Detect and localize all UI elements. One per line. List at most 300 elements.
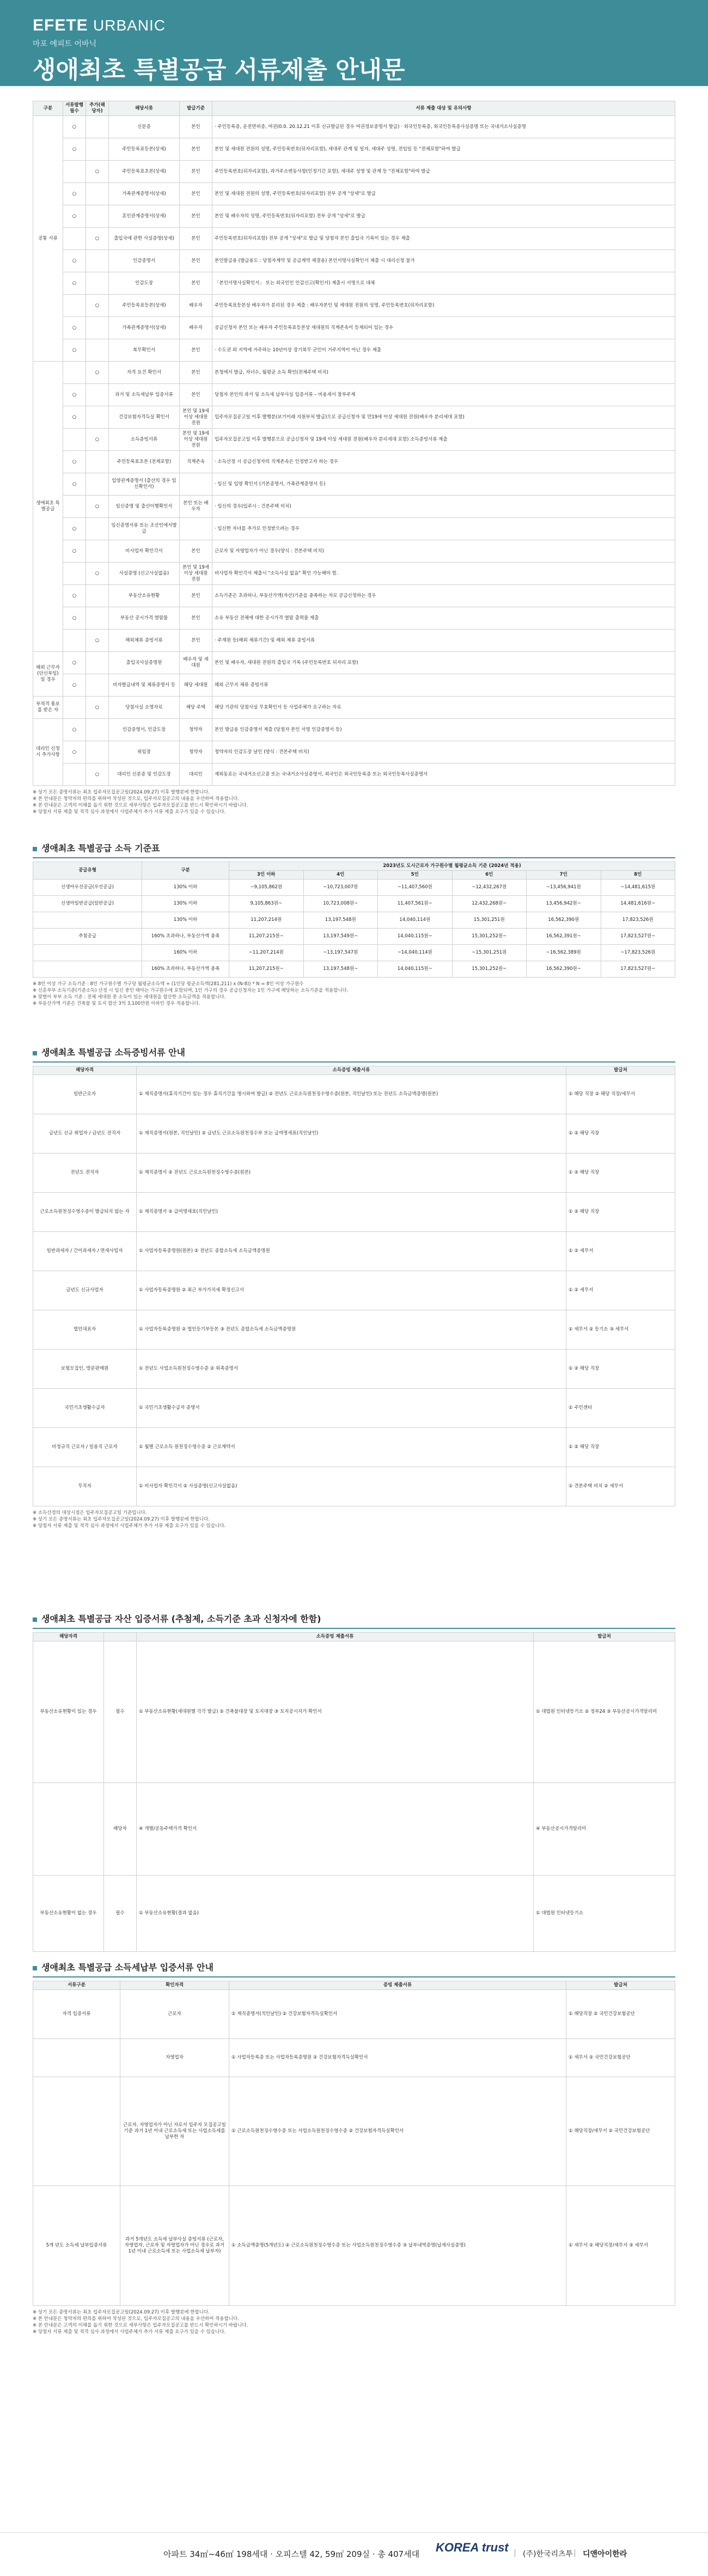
section-asset-proof — [33, 1612, 675, 1952]
issue-basis: 배우자 — [180, 295, 212, 317]
table-row — [33, 250, 675, 272]
income-value: ~13,197,547원 — [303, 945, 378, 961]
korea-trust-logo: KOREA trust — [436, 2541, 509, 2554]
document-name: 인감증명서, 인감도장 — [109, 719, 180, 741]
group-label: 해외 근무자 (단신부임) 일 경우 — [33, 652, 63, 697]
group-label: 부적격 통보를 받은 자 — [33, 697, 63, 719]
document-name: 주민등록표등본(상세) — [109, 138, 180, 161]
optional-mark — [86, 585, 109, 607]
issue-basis: 청약자 — [180, 741, 212, 764]
document-note: 청약자의 인감도장 날인 (양식 : 견본주택 비치) — [212, 741, 675, 764]
income-value: ~15,301,251원 — [452, 945, 527, 961]
supply-type — [33, 912, 142, 929]
table-row — [33, 1428, 675, 1467]
income-value: 16,562,391원~ — [527, 929, 601, 945]
note-line: ※ 8인 이상 가구 소득기준 : 8인 가구원수별 가구당 월평균소득액 + (1인당 평균소득액(281,211) x (N-8)) * N = 8인 이상 가구원수 — [33, 981, 304, 987]
optional-mark — [86, 272, 109, 295]
issue-basis: 본인 — [180, 630, 212, 652]
table-row — [33, 1232, 675, 1271]
income-value: ~17,823,526원 — [601, 945, 675, 961]
note-line: ※ 부동산가액 기준은 건축물 및 토지 합산 3억 3,100만원 이하인 경우 적용합니다. — [33, 1001, 200, 1006]
document-name: 가족관계증명서(상세) — [109, 183, 180, 205]
document-name: 자격 요건 확인서 — [109, 362, 180, 384]
issuer: ① ② 해당 직장 — [566, 1114, 675, 1153]
table-row — [33, 161, 675, 183]
note-line: ※ 상기 모든 증명서류는 최초 입주자모집공고일(2024.09.27) 이후 발행분에 한합니다. — [33, 790, 210, 795]
income-value: 15,301,252원~ — [452, 929, 527, 945]
issue-basis: 배우자 및 세대원 — [180, 652, 212, 674]
document-name: 주민등록표초본(상세) — [109, 161, 180, 183]
requirement: 해당자 — [104, 1783, 137, 1876]
issue-basis: 본인 및 19세 이상 세대원 전원 — [180, 429, 212, 451]
table-row — [33, 630, 675, 652]
household-size-header: 4인 — [303, 871, 378, 880]
issuer: ① 세무서 ② 등기소 ③ 세무서 — [566, 1310, 675, 1350]
proof-documents: ① 사업자등록증명원 ② 최근 부가가치세 확정신고서 — [137, 1271, 566, 1310]
table-row — [33, 518, 675, 540]
optional-mark — [86, 674, 109, 697]
document-note: · 임신한 자녀를 추가로 인정받으려는 경우 — [212, 518, 675, 540]
document-note: · 수도권 외 지역에 거주하는 10년이상 장기복무 군인이 거주지역이 아닌 경우 제출 — [212, 339, 675, 362]
section1-notes — [33, 789, 675, 815]
proof-documents: ① 부동산소유현황(결과 없음) — [137, 1876, 534, 1952]
optional-mark — [86, 652, 109, 674]
issuer: ④ 부동산공시가격알리미 — [534, 1783, 675, 1876]
optional-mark: ○ — [86, 429, 109, 451]
household-size-header: 5인 — [378, 871, 453, 880]
issue-basis: 직계존속 — [180, 451, 212, 473]
note-line: ※ 소득산정의 대상시점은 입주자모집공고일 기준입니다. — [33, 1510, 147, 1516]
document-name: 비자발급내역 및 체류증명서 등 — [109, 674, 180, 697]
issue-basis: 본인 — [180, 138, 212, 161]
required-mark — [63, 563, 86, 585]
issue-basis: 해당 주택 — [180, 697, 212, 719]
table-row — [33, 2077, 675, 2186]
document-name: 대리인 신분증 및 인감도장 — [109, 764, 180, 786]
document-name: 입양관계증명서 (출산의 경우 임신확인서) — [109, 473, 180, 496]
optional-mark — [86, 205, 109, 228]
required-mark: ○ — [63, 674, 86, 697]
table-row — [33, 1990, 675, 2039]
qualification: 비정규직 근로자 / 일용직 근로자 — [33, 1428, 137, 1467]
optional-mark — [86, 518, 109, 540]
optional-mark: ○ — [86, 362, 109, 384]
issue-basis: 본인 — [180, 384, 212, 406]
optional-mark — [86, 116, 109, 138]
proof-documents: ① 재직증명서(원본, 직인날인) ② 금년도 근로소득원천징수부 또는 급여명세표(직인날인) — [137, 1114, 566, 1153]
document-note: 재외동포는 국내거소신고증 또는 국내거소사실증명서, 외국인은 외국인등록증 또는 외국인등록사실증명서 — [212, 764, 675, 786]
table-row — [33, 585, 675, 607]
required-mark — [63, 429, 86, 451]
note-line: ※ 상기 모든 증명서류는 최초 입주자모집공고일(2024.09.27) 이후 발행분에 한합니다. — [33, 1517, 210, 1522]
household-size-header: 7인 — [527, 871, 601, 880]
document-note: 근로자 및 자영업자가 아닌 경우(양식 : 견본주택 비치) — [212, 540, 675, 563]
document-name: 건강보험자격득실 확인서 — [109, 406, 180, 429]
document-note: 본인 및 세대원 전원의 성명, 주민등록번호(뒤자리포함) 전부 공개 "상세"로 발급 — [212, 183, 675, 205]
issuer: ① 세무서 ② 해당직장/세무서 ③ 세무서 — [566, 2186, 675, 2306]
document-name: 임신증명 및 출산이행확인서 — [109, 496, 180, 518]
qualification: 일반과세자 / 간이과세자 / 면세사업자 — [33, 1232, 137, 1271]
required-mark: ○ — [63, 607, 86, 630]
optional-mark — [86, 183, 109, 205]
required-mark: ○ — [63, 652, 86, 674]
optional-mark — [86, 339, 109, 362]
proof-documents: ① 사업자등록증명원 ② 법인등기부등본 ③ 전년도 종합소득세 소득금액증명원 — [137, 1310, 566, 1350]
table-row — [33, 1114, 675, 1153]
document-name: 과거 및 소득세납부 입증서류 — [109, 384, 180, 406]
income-value: 17,823,527원~ — [601, 961, 675, 978]
table-row — [33, 697, 675, 719]
tax-proof-table — [33, 1981, 675, 2306]
optional-mark — [86, 719, 109, 741]
section-required-documents — [33, 101, 675, 815]
section-income-criteria — [33, 841, 675, 1007]
table-row — [33, 138, 675, 161]
table4-header: 발급처 — [534, 1633, 675, 1641]
table-row — [33, 896, 675, 912]
document-note: 본인 발급용 인감증명서 제출 (당첨자 본인 서명 인감증명서 등) — [212, 719, 675, 741]
document-note: 주민등록표등본상 배우자가 분리된 경우 제출 : 배우자본인 및 세대원 전원의 성명, 주민등록번호(뒤자리포함) — [212, 295, 675, 317]
qualification: 자영업자 — [120, 2039, 229, 2077]
document-note: 당첨자 본인의 과거 및 소득세 납부사실 입증서류 – 비용세서 참부주재 — [212, 384, 675, 406]
section2-notes — [33, 981, 675, 1007]
issuer: ① 견본주택 비치 ② 세무서 — [566, 1467, 675, 1506]
table1-header: 발급기준 — [180, 101, 212, 116]
footer-address: 아파트 34㎡~46㎡ 198세대 · 오피스텔 42, 59㎡ 209실 · 총 407세대 — [163, 2549, 420, 2559]
page-footer — [0, 2532, 708, 2576]
table-row — [33, 1876, 675, 1952]
table3-header: 소득증빙 제출서류 — [137, 1066, 566, 1075]
required-mark — [63, 764, 86, 786]
brand-subtitle: 마포 에피트 어바닉 — [33, 40, 97, 48]
table-row — [33, 1310, 675, 1350]
required-mark: ○ — [63, 451, 86, 473]
table-row — [33, 295, 675, 317]
issuer: ① ② 해당 직장 — [566, 1350, 675, 1389]
proof-documents: ① 재직증명서(휴직기간이 있는 경우 휴직기간을 명시하여 발급) ② 전년도 근로소득원천징수영수증(원본, 직인날인) 또는 전년도 소득금액증명(원본) — [137, 1075, 566, 1114]
issue-basis: 본인 및 19세 이상 세대원 전원 — [180, 406, 212, 429]
issue-basis: 본인 — [180, 205, 212, 228]
proof-documents: ① 재직증명서 ② 전년도 근로소득원천징수영수증(원본) — [137, 1153, 566, 1193]
proof-documents: ① 전년도 사업소득원천징수영수증 ② 위촉증명서 — [137, 1350, 566, 1389]
income-value: 9,105,863원~ — [229, 896, 304, 912]
issuer: ① 해당 직장 ② 해당 직장/세무서 — [566, 1075, 675, 1114]
supply-type — [33, 961, 142, 978]
optional-mark — [86, 384, 109, 406]
income-value: ~14,040,114원 — [378, 945, 453, 961]
table1-header: 서류발행 필수 — [63, 101, 86, 116]
required-mark: ○ — [63, 205, 86, 228]
required-mark: ○ — [63, 473, 86, 496]
optional-mark: ○ — [86, 630, 109, 652]
group-label: 생애최초 특별공급 — [33, 362, 63, 652]
document-note: 본청에서 발급, 자녀수, 월평균 소득 확인(전체주택 비치) — [212, 362, 675, 384]
optional-mark — [86, 451, 109, 473]
table-row — [33, 2039, 675, 2077]
supply-type: 신생아우선공급(우선공급) — [33, 880, 142, 896]
document-name: 주민등록표초본 (전체포함) — [109, 451, 180, 473]
income-value: 14,040,115원~ — [378, 961, 453, 978]
qualification: 근로소득원천징수영수증이 발급되지 않는 자 — [33, 1193, 137, 1232]
document-name: 위임장 — [109, 741, 180, 764]
required-mark — [63, 228, 86, 250]
group-label: 대리인 신청시 추가사항 — [33, 719, 63, 786]
required-documents-table — [33, 101, 675, 786]
table-row — [33, 674, 675, 697]
note-line: ※ 본 안내문은 고객의 이해를 돕기 위한 것으로 세부사항은 입주자모집공고를 반드시 확인하시기 바랍니다. — [33, 803, 248, 808]
qualification: 금년도 신규사업자 — [33, 1271, 137, 1310]
income-value: 17,823,526원 — [601, 912, 675, 929]
page-title: 생애최초 특별공급 서류제출 안내문 — [33, 56, 405, 84]
document-name: 소득증빙서류 — [109, 429, 180, 451]
required-mark: ○ — [63, 518, 86, 540]
qualification: 근로자, 자영업자가 아닌 자로서 입주자 모집공고일 기준 과거 1년 이내 근로소득세 또는 사업소득세를 납부한 자 — [120, 2077, 229, 2186]
qualification: 무직자 — [33, 1467, 137, 1506]
required-mark: ○ — [63, 138, 86, 161]
required-mark: ○ — [63, 406, 86, 429]
brand-logo: EFETE URBANIC — [33, 16, 166, 34]
income-value: 10,723,008원~ — [303, 896, 378, 912]
table-row — [33, 961, 675, 978]
asset-proof-table — [33, 1632, 675, 1952]
qualification: 일반근로자 — [33, 1075, 137, 1114]
table-row — [33, 741, 675, 764]
optional-mark: ○ — [86, 496, 109, 518]
table1-header: 구분 — [33, 101, 63, 116]
table-row — [33, 1271, 675, 1310]
document-name: 주민등록표등본(상세) — [109, 295, 180, 317]
table-row — [33, 272, 675, 295]
issue-basis: 본인 또는 배우자 — [180, 496, 212, 518]
note-line: ※ 당첨자 서류 제출 및 적격 심사 과정에서 사업주체가 추가 서류 제출 요구가 있을 수 있습니다. — [33, 809, 226, 815]
t2-header-cat: 구분 — [142, 862, 229, 880]
required-mark — [63, 697, 86, 719]
issuer: ① 대법원 인터넷등기소 — [534, 1876, 675, 1952]
requirement: 필수 — [104, 1876, 137, 1952]
table4-header: 해당자격 — [33, 1633, 104, 1641]
income-value: ~12,432,267원 — [452, 880, 527, 896]
required-mark — [63, 295, 86, 317]
income-proof-title: 생애최초 특별공급 소득증빙서류 안내 — [33, 1046, 675, 1063]
table-row — [33, 1193, 675, 1232]
required-mark: ○ — [63, 250, 86, 272]
issuer: ① 해당직장 ② 국민건강보험공단 — [566, 1990, 675, 2039]
document-name: 가족관계증명서(상세) — [109, 317, 180, 339]
income-value: 14,481,616원~ — [601, 896, 675, 912]
qualification: 전년도 전직자 — [33, 1153, 137, 1193]
document-name: 부동산소유현황 — [109, 585, 180, 607]
issue-basis: 본인 — [180, 362, 212, 384]
document-note: · 임신 및 입양 확인서 (기본증명서, 가족관계증명서 등) — [212, 473, 675, 496]
income-value: 15,301,251원 — [452, 912, 527, 929]
tax-proof-title: 생애최초 특별공급 소득세납부 입증서류 안내 — [33, 1961, 675, 1977]
document-name: 사실증명 (신고사실없음) — [109, 563, 180, 585]
table-row — [33, 1350, 675, 1389]
section-tax-proof — [33, 1961, 675, 2335]
document-note: 공급신청자 본인 또는 배우자 주민등록표등본상 세대원의 직계존속이 등재되어 있는 경우 — [212, 317, 675, 339]
document-name: 부동산 공시가격 열람물 — [109, 607, 180, 630]
optional-mark — [86, 741, 109, 764]
qualification: 부동산소유현황이 없는 경우 — [33, 1876, 104, 1952]
income-value: ~11,207,214원 — [229, 945, 304, 961]
required-mark — [63, 161, 86, 183]
dni-halla-logo: 디앤아이한라 — [583, 2550, 627, 2559]
document-name: 신분증 — [109, 116, 180, 138]
income-value: 11,407,561원~ — [378, 896, 453, 912]
income-value: 13,197,548원~ — [303, 961, 378, 978]
table5-header: 서류구분 — [33, 1981, 120, 1990]
document-note: 주민등록번호(뒤자리포함) 전부 공개 "상세"로 발급 및 당첨자 본인 출입국 기록이 있는 경우 제출 — [212, 228, 675, 250]
issue-basis: 해당 세대원 — [180, 674, 212, 697]
document-note: 소유 부동산 전체에 대한 공시가격 열람 출력물 제출 — [212, 607, 675, 630]
proof-documents: ① 사업자등록증명원(원본) ② 전년도 종합소득세 소득금액증명원 — [137, 1232, 566, 1271]
table-row — [33, 473, 675, 496]
proof-documents: ① 재직증명서(직인날인) ② 건강보험자격득실확인서 — [229, 1990, 566, 2039]
optional-mark — [86, 138, 109, 161]
optional-mark — [86, 250, 109, 272]
issuer: ① ② 해당 직장 — [566, 1428, 675, 1467]
proof-documents: ④ 개별/공동주택가격 확인서 — [137, 1783, 534, 1876]
proof-documents: ① 비사업자 확인각서 ② 사실증명(신고사실없음) — [137, 1467, 566, 1506]
issue-basis: 본인 — [180, 116, 212, 138]
issue-basis: 배우자 — [180, 317, 212, 339]
optional-mark — [86, 607, 109, 630]
qualification — [33, 1783, 104, 1876]
issue-basis — [180, 473, 212, 496]
income-value: 12,432,268원~ — [452, 896, 527, 912]
document-note: · 임신의 경우(입주시 : 건본주택 비치) — [212, 496, 675, 518]
document-name: 출입국에 관한 사실증명(상세) — [109, 228, 180, 250]
table-row — [33, 1075, 675, 1114]
issuer: ① ② 해당 직장 — [566, 1193, 675, 1232]
table-row — [33, 1783, 675, 1876]
income-value: ~14,481,615원 — [601, 880, 675, 896]
table-row — [33, 945, 675, 961]
income-value: 16,562,390원 — [527, 912, 601, 929]
qualification: 근로자 — [120, 1990, 229, 2039]
table-row — [33, 912, 675, 929]
table-row — [33, 317, 675, 339]
note-line: ※ 본 안내문은 고객의 이해를 돕기 위한 것으로 세부사항은 입주자모집공고를 반드시 확인하시기 바랍니다. — [33, 2323, 248, 2328]
table-row — [33, 563, 675, 585]
issue-basis: 본인 — [180, 339, 212, 362]
optional-mark: ○ — [86, 161, 109, 183]
table-row — [33, 496, 675, 518]
issue-basis: 본인 — [180, 183, 212, 205]
required-mark: ○ — [63, 272, 86, 295]
income-value: ~9,105,862원 — [229, 880, 304, 896]
required-mark: ○ — [63, 317, 86, 339]
table-row — [33, 2186, 675, 2306]
section5-notes — [33, 2309, 675, 2335]
qualification: 과거 5개년도 소득세 납부사실 증빙서류 (근로자, 자영업자, 근로자 및 자영업자가 아닌 경우로 과거 1년 이내 근로소득세 또는 사업소득세 납부자) — [120, 2186, 229, 2306]
proof-documents: ① 사업자등록증 또는 사업자등록증명원 ② 건강보험자격득실확인서 — [229, 2039, 566, 2077]
issuer: ① 해당직장/세무서 ② 국민건강보험공단 — [566, 2077, 675, 2186]
optional-mark: ○ — [86, 563, 109, 585]
table-row — [33, 1389, 675, 1428]
section3-notes — [33, 1510, 675, 1529]
note-line: ※ 본 안내문은 청약자의 편의를 위하여 작성된 것으로, 입주자모집공고의 내용을 우선하여 적용합니다. — [33, 2316, 239, 2322]
income-category: 160% 초과하나, 부동산가액 충족 — [142, 929, 229, 945]
required-mark: ○ — [63, 741, 86, 764]
income-category: 130% 이하 — [142, 880, 229, 896]
table-row — [33, 1467, 675, 1506]
document-name: 혼인관계증명서(상세) — [109, 205, 180, 228]
supply-type — [33, 945, 142, 961]
issue-basis: 본인 — [180, 272, 212, 295]
t2-caption: 2023년도 도시근로자 가구원수별 월평균소득 기준 (2024년 적용) — [229, 862, 675, 871]
income-value: 11,207,215원~ — [229, 929, 304, 945]
page-header — [0, 0, 708, 86]
issuer: ① 세무서 ② 국민건강보험공단 — [566, 2039, 675, 2077]
issue-basis: 청약자 — [180, 719, 212, 741]
required-mark — [63, 630, 86, 652]
issuer: ① ② 세무서 — [566, 1232, 675, 1271]
income-category: 160% 초과하나, 부동산가액 충족 — [142, 961, 229, 978]
document-name: 인감증명서 — [109, 250, 180, 272]
optional-mark — [86, 540, 109, 563]
household-size-header: 6인 — [452, 871, 527, 880]
table-row — [33, 652, 675, 674]
note-line: ※ 본 안내문은 청약자의 편의를 위하여 작성된 것으로, 입주자모집공고의 내용을 우선하여 적용합니다. — [33, 796, 239, 802]
document-note: 주민등록번호(뒤자리포함), 과거주소변동사항(인정기간 포함), 세대주 성명 및 관계 등 "전체포함"하여 발급 — [212, 161, 675, 183]
issue-basis: 본인 — [180, 607, 212, 630]
table4-header — [104, 1633, 137, 1641]
document-name: 당첨사실 소명자료 — [109, 697, 180, 719]
proof-documents: ① 부동산소유현황(세대원별 각각 발급) ② 건축물대장 및 토지대장 ③ 토지공시지가 확인서 — [137, 1641, 534, 1783]
table-row — [33, 384, 675, 406]
document-note: 입주자모집공고일 이후 발행분(보기이래 지원부처 발급)으로 공급신청자 및 만19세 이상 세대원 전원(배우자 분리세대 포함) — [212, 406, 675, 429]
issue-basis: 본인 및 19세 이상 세대원 전원 — [180, 563, 212, 585]
optional-mark — [86, 317, 109, 339]
table-row — [33, 540, 675, 563]
document-note: 입주자모집공고일 이후 발행분으로 공급신청자 및 19세 이상 세대원 전원(배우자 분리세대 포함) 소득증빙서류 제출 — [212, 429, 675, 451]
table1-header: 해당서류 — [109, 101, 180, 116]
table-row — [33, 719, 675, 741]
document-name: 해외체류 증빙서류 — [109, 630, 180, 652]
document-note: · 소득산정 시 공급신청자의 직계존속은 인정받고자 하는 경우 — [212, 451, 675, 473]
table3-header: 해당자격 — [33, 1066, 137, 1075]
issue-basis — [180, 518, 212, 540]
income-value: 14,040,114원 — [378, 912, 453, 929]
required-mark: ○ — [63, 540, 86, 563]
document-note: 본인 및 배우자의 성명, 주민등록번호(뒤자리포함) 전부 공개 "상세"로 발급 — [212, 205, 675, 228]
table-row — [33, 451, 675, 473]
document-note: 해당 기관의 당첨사실 무효확인서 등 사업주체가 요구하는 자료 — [212, 697, 675, 719]
table-row — [33, 406, 675, 429]
proof-documents: ① 근로소득원천징수영수증 또는 사업소득원천징수영수증 ② 건강보험자격득실확인서 — [229, 2077, 566, 2186]
income-value: 11,207,214원 — [229, 912, 304, 929]
qualification: 부동산소유현황이 있는 경우 — [33, 1641, 104, 1783]
required-mark: ○ — [63, 183, 86, 205]
document-category: 자격 입증서류 — [33, 1990, 120, 2039]
table-row — [33, 205, 675, 228]
note-line: ※ 신혼부부 소득기준(기준소득) 산정 시 임신 중인 태아는 가구원수에 포함되며, 1인 가구의 경우 공급신청자는 1인 가구에 해당하는 소득기준을 적용합니다. — [33, 988, 349, 993]
table-row — [33, 228, 675, 250]
table1-header: 서류 제출 대상 및 유의사항 — [212, 101, 675, 116]
note-line: ※ 당첨자 서류 제출 및 적격 심사 과정에서 사업주체가 추가 서류 제출 요구가 있을 수 있습니다. — [33, 1523, 226, 1529]
document-name: 복무확인서 — [109, 339, 180, 362]
document-note: 비사업자 확인각서 제출시 "소득사실 없음" 확인 가능해야 함. — [212, 563, 675, 585]
proof-documents: ① 재직증명서 ② 급여명세표(직인날인) — [137, 1193, 566, 1232]
issuer: ① 대법원 인터넷등기소 ② 정부24 ③ 부동산공시가격알리미 — [534, 1641, 675, 1783]
household-size-header: 8인 — [601, 871, 675, 880]
income-value: ~10,723,007원 — [303, 880, 378, 896]
required-mark: ○ — [63, 339, 86, 362]
proof-documents: ① 월별 근로소득 원천징수영수증 ② 근로계약서 — [137, 1428, 566, 1467]
note-line: ※ 당첨자 서류 제출 및 적격 심사 과정에서 사업주체가 추가 서류 제출 요구가 있을 수 있습니다. — [33, 2329, 226, 2335]
proof-documents: ① 국민기초생활수급자 증명서 — [137, 1389, 566, 1428]
